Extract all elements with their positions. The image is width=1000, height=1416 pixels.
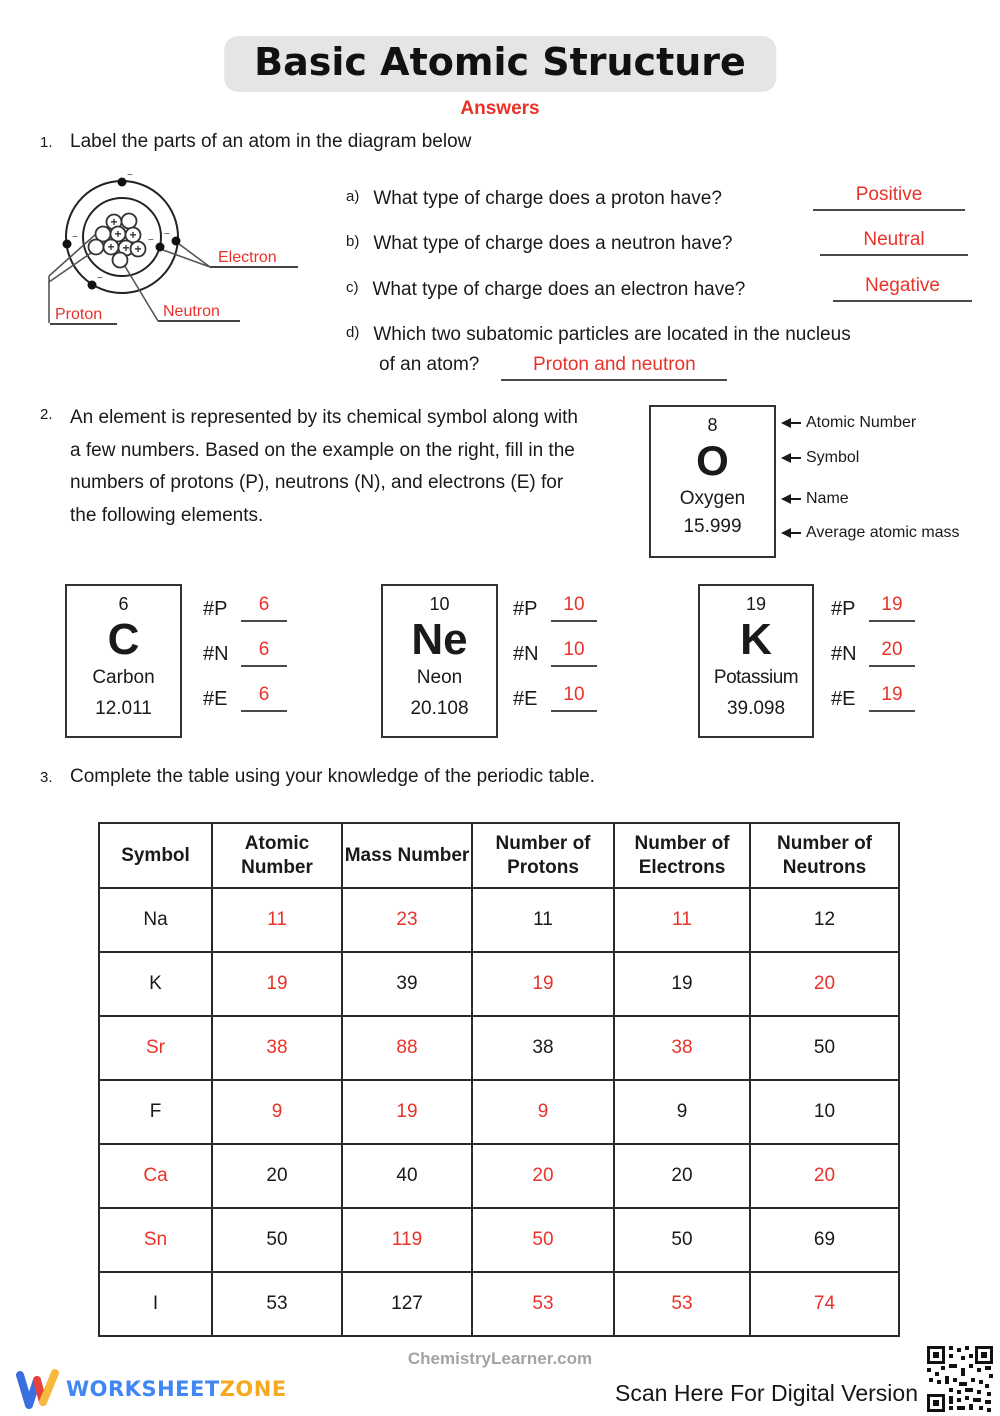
column-header: Number of Neutrons: [750, 823, 899, 888]
tile-atomic-number: 6: [118, 594, 129, 614]
brand-wordmark: WORKSHEETZONE: [66, 1377, 287, 1401]
column-header: Mass Number: [342, 823, 472, 888]
table-header-row: [99, 823, 899, 888]
table-cell: I: [99, 1272, 212, 1336]
callout-symbol: Symbol: [781, 448, 859, 468]
scan-here-text: Scan Here For Digital Version: [615, 1380, 918, 1406]
table-cell: 20: [212, 1144, 342, 1208]
tile-mass: 12.011: [95, 698, 152, 719]
element-group-potassium: [698, 584, 998, 744]
periodic-table: [98, 822, 900, 1337]
table-row: [99, 1208, 899, 1272]
table-cell: Sn: [99, 1208, 212, 1272]
table-cell: 11: [614, 888, 750, 952]
table-cell: 53: [472, 1272, 614, 1336]
oxygen-symbol: O: [696, 437, 729, 484]
table-row: [99, 1016, 899, 1080]
svg-text:−: −: [127, 170, 133, 181]
e-answer: 10: [551, 684, 597, 712]
n-answer: 20: [869, 639, 915, 667]
answer-blank: Positive: [813, 184, 965, 211]
tile-name: Carbon: [92, 667, 155, 688]
q3-prompt: Complete the table using your knowledge of the periodic table.: [70, 766, 595, 787]
p-answer: 6: [241, 594, 287, 622]
table-cell: 20: [750, 952, 899, 1016]
table-cell: 50: [750, 1016, 899, 1080]
table-cell: 50: [212, 1208, 342, 1272]
table-row: [99, 888, 899, 952]
subquestion-c: [346, 275, 976, 309]
table-cell: Na: [99, 888, 212, 952]
tile-mass: 39.098: [726, 698, 786, 719]
svg-text:−: −: [72, 232, 78, 243]
column-header: Number of Protons: [472, 823, 614, 888]
tile-symbol: C: [107, 615, 140, 664]
table-cell: 39: [342, 952, 472, 1016]
table-cell: 23: [342, 888, 472, 952]
neutron-label: Neutron: [163, 303, 220, 320]
element-tile: [381, 584, 498, 738]
oxygen-example-box: [649, 405, 776, 558]
svg-text:+: +: [134, 242, 142, 256]
n-label: #N: [831, 643, 857, 665]
table-cell: 9: [614, 1080, 750, 1144]
proton-label: Proton: [55, 306, 103, 323]
electron-label: Electron: [218, 249, 277, 266]
arrow-left-icon: [781, 494, 791, 504]
subq-text: What type of charge does a proton have?: [373, 188, 722, 209]
subquestion-d: [346, 324, 976, 394]
e-label: #E: [513, 688, 538, 710]
callout-atomic-number: Atomic Number: [781, 413, 916, 433]
table-row: [99, 1144, 899, 1208]
table-cell: 119: [342, 1208, 472, 1272]
p-answer: 19: [869, 594, 915, 622]
table-cell: 12: [750, 888, 899, 952]
table-cell: 19: [614, 952, 750, 1016]
subq-text: What type of charge does a neutron have?: [373, 233, 733, 254]
table-cell: K: [99, 952, 212, 1016]
svg-text:+: +: [122, 241, 130, 255]
table-cell: 50: [614, 1208, 750, 1272]
p-label: #P: [203, 598, 228, 620]
arrow-left-icon: [781, 528, 791, 538]
subq-letter: c): [346, 279, 359, 296]
oxygen-name: Oxygen: [679, 488, 746, 509]
table-cell: 127: [342, 1272, 472, 1336]
table-cell: 69: [750, 1208, 899, 1272]
column-header: Number of Electrons: [614, 823, 750, 888]
e-label: #E: [831, 688, 856, 710]
table-cell: 9: [472, 1080, 614, 1144]
q1-prompt: Label the parts of an atom in the diagram below: [70, 131, 472, 152]
svg-text:+: +: [110, 215, 118, 229]
svg-text:−: −: [164, 229, 170, 240]
p-answer: 10: [551, 594, 597, 622]
n-answer: 6: [241, 639, 287, 667]
q1-number: 1.: [40, 134, 53, 151]
table-cell: Ca: [99, 1144, 212, 1208]
callout-mass: Average atomic mass: [781, 523, 960, 543]
q3-number: 3.: [40, 769, 53, 786]
table-cell: 19: [212, 952, 342, 1016]
tile-atomic-number: 10: [429, 594, 450, 614]
table-cell: 11: [212, 888, 342, 952]
periodic-table-body: [99, 888, 899, 1336]
table-cell: Sr: [99, 1016, 212, 1080]
tile-name: Potassium: [713, 667, 799, 688]
q2-prompt: An element is represented by its chemical symbol along with a few numbers. Based on the example on the right, fill in the numbers of protons (P), neutrons (N), and electrons (E) for the following elements.: [70, 407, 578, 526]
table-cell: 38: [614, 1016, 750, 1080]
subq-text-cont: of an atom?: [379, 354, 480, 375]
table-cell: 20: [750, 1144, 899, 1208]
tile-symbol: Ne: [411, 615, 468, 664]
callout-name: Name: [781, 489, 849, 509]
e-answer: 6: [241, 684, 287, 712]
p-label: #P: [513, 598, 538, 620]
element-tile: [65, 584, 182, 738]
element-group-neon: [381, 584, 681, 744]
arrow-left-icon: [781, 418, 791, 428]
q2-number: 2.: [40, 406, 53, 423]
svg-text:+: +: [129, 228, 137, 242]
element-tile: [698, 584, 814, 738]
table-cell: F: [99, 1080, 212, 1144]
answer-blank: Proton and neutron: [501, 354, 727, 381]
table-cell: 9: [212, 1080, 342, 1144]
element-group-carbon: [65, 584, 365, 744]
tile-name: Neon: [416, 667, 463, 688]
table-cell: 53: [614, 1272, 750, 1336]
svg-text:+: +: [107, 240, 115, 254]
table-cell: 38: [212, 1016, 342, 1080]
oxygen-mass: 15.999: [683, 516, 742, 537]
table-cell: 50: [472, 1208, 614, 1272]
answer-blank: Negative: [833, 275, 972, 302]
arrow-left-icon: [781, 453, 791, 463]
table-cell: 19: [342, 1080, 472, 1144]
table-cell: 53: [212, 1272, 342, 1336]
tile-atomic-number: 19: [745, 594, 767, 614]
subq-text: What type of charge does an electron have?: [372, 279, 746, 300]
oxygen-atomic-number: 8: [707, 415, 718, 435]
qr-code: [925, 1344, 995, 1414]
table-cell: 19: [472, 952, 614, 1016]
table-cell: 88: [342, 1016, 472, 1080]
subquestion-b: [346, 229, 976, 263]
tile-mass: 20.108: [410, 698, 469, 719]
table-row: [99, 1272, 899, 1336]
e-label: #E: [203, 688, 228, 710]
table-cell: 38: [472, 1016, 614, 1080]
subq-letter: d): [346, 324, 360, 341]
table-cell: 20: [472, 1144, 614, 1208]
table-row: [99, 952, 899, 1016]
subquestion-a: [346, 184, 976, 218]
subq-letter: a): [346, 188, 360, 205]
site-credit: ChemistryLearner.com: [407, 1349, 593, 1368]
answer-blank: Neutral: [820, 229, 968, 256]
n-label: #N: [513, 643, 539, 665]
column-header: Atomic Number: [212, 823, 342, 888]
table-row: [99, 1080, 899, 1144]
table-cell: 10: [750, 1080, 899, 1144]
p-label: #P: [831, 598, 856, 620]
table-cell: 20: [614, 1144, 750, 1208]
svg-text:−: −: [97, 273, 103, 284]
column-header: Symbol: [99, 823, 212, 888]
answers-subtitle: Answers: [460, 98, 540, 119]
svg-text:+: +: [114, 227, 122, 241]
table-cell: 74: [750, 1272, 899, 1336]
subq-letter: b): [346, 233, 360, 250]
page-title: Basic Atomic Structure: [224, 36, 776, 92]
n-answer: 10: [551, 639, 597, 667]
table-cell: 11: [472, 888, 614, 952]
svg-text:−: −: [148, 235, 154, 246]
subq-text: Which two subatomic particles are located in the nucleus: [373, 324, 851, 345]
n-label: #N: [203, 643, 229, 665]
table-cell: 40: [342, 1144, 472, 1208]
atom-diagram: [20, 170, 350, 350]
e-answer: 19: [869, 684, 915, 712]
tile-symbol: K: [740, 615, 772, 664]
